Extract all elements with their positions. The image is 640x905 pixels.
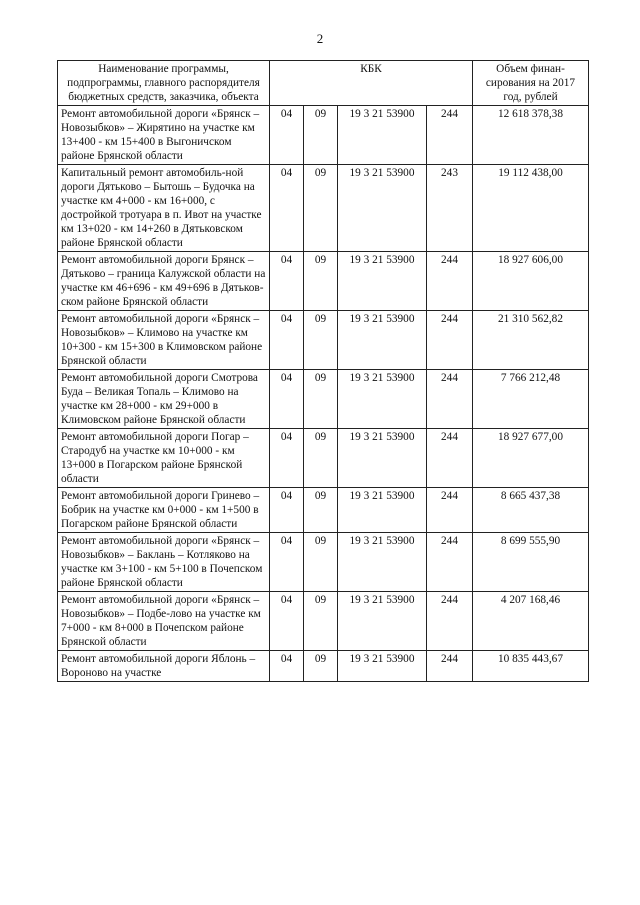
kbk-subsection: 09 [304,533,338,592]
kbk-subsection: 09 [304,165,338,252]
kbk-expense-type: 244 [427,488,473,533]
financing-amount: 8 665 437,38 [473,488,589,533]
kbk-target-article: 19 3 21 53900 [338,370,427,429]
kbk-target-article: 19 3 21 53900 [338,165,427,252]
budget-table [57,60,589,682]
kbk-section: 04 [270,651,304,682]
table-row [58,429,589,488]
object-name: Ремонт автомобильной дороги Смотрова Буда – Великая Топаль – Климово на участке км 28+000 - км 29+000 в Климовском районе Брянской области [58,370,270,429]
table-row [58,165,589,252]
object-name: Капитальный ремонт автомобиль-ной дороги Дятьково – Бытошь – Будочка на участке км 4+000 - км 16+000, с достройкой тротуара в п. Ивот на участке км 13+020 - км 14+260 в Дятьковском районе Брянской области [58,165,270,252]
kbk-subsection: 09 [304,370,338,429]
object-name: Ремонт автомобильной дороги «Брянск – Новозыбков» – Подбе-лово на участке км 7+000 - км 8+000 в Почепском районе Брянской области [58,592,270,651]
kbk-expense-type: 244 [427,106,473,165]
kbk-section: 04 [270,592,304,651]
financing-amount: 12 618 378,38 [473,106,589,165]
object-name: Ремонт автомобильной дороги Гринево – Бобрик на участке км 0+000 - км 1+500 в Погарском районе Брянской области [58,488,270,533]
object-name: Ремонт автомобильной дороги Погар – Стародуб на участке км 10+000 - км 13+000 в Погарском районе Брянской области [58,429,270,488]
kbk-target-article: 19 3 21 53900 [338,252,427,311]
kbk-section: 04 [270,370,304,429]
kbk-subsection: 09 [304,311,338,370]
financing-amount: 21 310 562,82 [473,311,589,370]
table-row [58,106,589,165]
table-row [58,488,589,533]
page-number: 2 [316,31,324,46]
financing-amount: 18 927 677,00 [473,429,589,488]
kbk-subsection: 09 [304,429,338,488]
kbk-section: 04 [270,533,304,592]
kbk-subsection: 09 [304,651,338,682]
kbk-expense-type: 244 [427,592,473,651]
financing-amount: 18 927 606,00 [473,252,589,311]
header-kbk: КБК [270,61,473,106]
object-name: Ремонт автомобильной дороги «Брянск – Новозыбков» – Климово на участке км 10+300 - км 15+300 в Климовском районе Брянской области [58,311,270,370]
kbk-target-article: 19 3 21 53900 [338,592,427,651]
kbk-expense-type: 244 [427,370,473,429]
table-row [58,370,589,429]
financing-amount: 8 699 555,90 [473,533,589,592]
kbk-expense-type: 244 [427,651,473,682]
kbk-section: 04 [270,429,304,488]
financing-amount: 4 207 168,46 [473,592,589,651]
kbk-section: 04 [270,252,304,311]
kbk-expense-type: 244 [427,533,473,592]
kbk-target-article: 19 3 21 53900 [338,488,427,533]
header-amount: Объем финан-сирования на 2017 год, рублей [473,61,589,106]
kbk-subsection: 09 [304,488,338,533]
kbk-expense-type: 244 [427,252,473,311]
kbk-subsection: 09 [304,592,338,651]
kbk-target-article: 19 3 21 53900 [338,311,427,370]
table-row [58,592,589,651]
header-name: Наименование программы, подпрограммы, главного распорядителя бюджетных средств, заказчика, объекта [58,61,270,106]
table-header-row [58,61,589,106]
financing-amount: 19 112 438,00 [473,165,589,252]
kbk-section: 04 [270,165,304,252]
financing-amount: 10 835 443,67 [473,651,589,682]
object-name: Ремонт автомобильной дороги «Брянск – Новозыбков» – Баклань – Котляково на участке км 3+100 - км 5+100 в Почепском районе Брянской области [58,533,270,592]
object-name: Ремонт автомобильной дороги Яблонь – Вороново на участке [58,651,270,682]
kbk-target-article: 19 3 21 53900 [338,533,427,592]
kbk-subsection: 09 [304,106,338,165]
kbk-target-article: 19 3 21 53900 [338,429,427,488]
kbk-target-article: 19 3 21 53900 [338,106,427,165]
kbk-expense-type: 243 [427,165,473,252]
kbk-subsection: 09 [304,252,338,311]
table-row [58,651,589,682]
kbk-section: 04 [270,106,304,165]
kbk-expense-type: 244 [427,311,473,370]
financing-amount: 7 766 212,48 [473,370,589,429]
kbk-section: 04 [270,311,304,370]
kbk-target-article: 19 3 21 53900 [338,651,427,682]
kbk-expense-type: 244 [427,429,473,488]
kbk-section: 04 [270,488,304,533]
table-row [58,311,589,370]
object-name: Ремонт автомобильной дороги Брянск – Дятьково – граница Калужской области на участке км 46+696 - км 49+696 в Дятьков-ском районе Брянской области [58,252,270,311]
table-row [58,533,589,592]
object-name: Ремонт автомобильной дороги «Брянск – Новозыбков» – Жирятино на участке км 13+400 - км 15+400 в Выгоничском районе Брянской области [58,106,270,165]
table-row [58,252,589,311]
